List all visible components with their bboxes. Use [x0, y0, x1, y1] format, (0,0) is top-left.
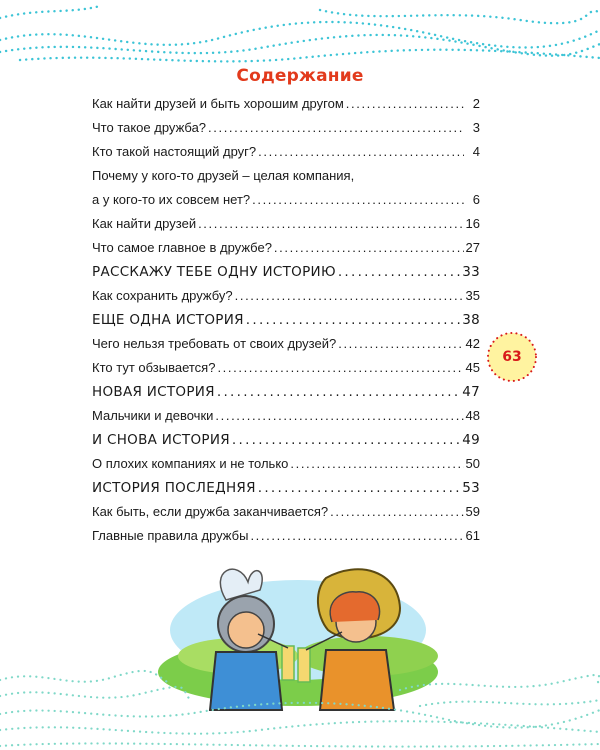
- toc-entry[interactable]: [92, 384, 480, 408]
- toc-entry-title: И СНОВА ИСТОРИЯ: [92, 432, 230, 448]
- toc-entry[interactable]: [92, 144, 480, 168]
- toc-entry-page: 38: [462, 312, 480, 328]
- toc-entry-title: Почему у кого-то друзей – целая компания,: [92, 168, 355, 183]
- toc-leader-dots: [330, 504, 463, 519]
- toc-leader-dots: [198, 216, 463, 231]
- toc-leader-dots: [290, 456, 463, 471]
- toc-entry-title: ИСТОРИЯ ПОСЛЕДНЯЯ: [92, 480, 256, 496]
- toc-entry[interactable]: [92, 312, 480, 336]
- toc-entry-page: 3: [472, 120, 480, 135]
- toc-leader-dots: [252, 192, 464, 207]
- toc-leader-dots: [346, 96, 464, 111]
- toc-entry-page: 53: [462, 480, 480, 496]
- toc-entry-page: 16: [465, 216, 480, 231]
- toc-leader-dots: [338, 264, 460, 280]
- toc-entry-title: О плохих компаниях и не только: [92, 456, 289, 471]
- toc-leader-dots: [217, 360, 463, 375]
- toc-entry-title: Как найти друзей: [92, 216, 197, 231]
- toc-entry[interactable]: [92, 216, 480, 240]
- toc-leader-dots: [246, 312, 460, 328]
- dotted-waves-top: [0, 0, 600, 70]
- toc-leader-dots: [217, 384, 460, 400]
- table-of-contents: [92, 96, 480, 552]
- toc-entry-title: Как быть, если дружба заканчивается?: [92, 504, 329, 519]
- toc-entry-title: Чего нельзя требовать от своих друзей?: [92, 336, 337, 351]
- toc-entry[interactable]: [92, 240, 480, 264]
- toc-entry-page: 59: [465, 504, 480, 519]
- toc-entry-title: НОВАЯ ИСТОРИЯ: [92, 384, 215, 400]
- toc-entry-page: 61: [465, 528, 480, 543]
- toc-entry-page: 2: [472, 96, 480, 111]
- toc-entry-title: РАССКАЖУ ТЕБЕ ОДНУ ИСТОРИЮ: [92, 264, 336, 280]
- toc-leader-dots: [232, 432, 460, 448]
- toc-entry[interactable]: [92, 456, 480, 480]
- toc-entry[interactable]: [92, 264, 480, 288]
- toc-leader-dots: [258, 144, 464, 159]
- toc-leader-dots: [274, 240, 464, 255]
- toc-entry[interactable]: [92, 504, 480, 528]
- toc-entry[interactable]: [92, 192, 480, 216]
- toc-entry[interactable]: [92, 360, 480, 384]
- toc-entry-page: 4: [472, 144, 480, 159]
- toc-entry-page: 6: [472, 192, 480, 207]
- toc-entry[interactable]: [92, 336, 480, 360]
- toc-leader-dots: [215, 408, 463, 423]
- toc-entry[interactable]: [92, 528, 480, 552]
- toc-entry-page: 27: [465, 240, 480, 255]
- toc-entry[interactable]: [92, 120, 480, 144]
- toc-entry-title: а у кого-то их совсем нет?: [92, 192, 251, 207]
- toc-entry[interactable]: [92, 168, 480, 192]
- toc-entry[interactable]: [92, 432, 480, 456]
- toc-entry-title: Мальчики и девочки: [92, 408, 214, 423]
- toc-entry-page: 50: [465, 456, 480, 471]
- toc-leader-dots: [250, 528, 463, 543]
- toc-entry-page: 48: [465, 408, 480, 423]
- toc-entry[interactable]: [92, 408, 480, 432]
- toc-leader-dots: [258, 480, 460, 496]
- toc-entry-page: 47: [462, 384, 480, 400]
- toc-entry[interactable]: [92, 96, 480, 120]
- toc-leader-dots: [208, 120, 464, 135]
- toc-entry-page: 35: [465, 288, 480, 303]
- toc-entry-title: ЕЩЕ ОДНА ИСТОРИЯ: [92, 312, 244, 328]
- toc-entry-title: Кто тут обзывается?: [92, 360, 216, 375]
- toc-entry-page: 42: [465, 336, 480, 351]
- toc-entry-title: Кто такой настоящий друг?: [92, 144, 257, 159]
- toc-entry-title: Как найти друзей и быть хорошим другом: [92, 96, 344, 111]
- dotted-waves-bottom: [0, 660, 600, 750]
- toc-entry-title: Что самое главное в дружбе?: [92, 240, 272, 255]
- toc-entry-title: Главные правила дружбы: [92, 528, 249, 543]
- toc-entry[interactable]: [92, 480, 480, 504]
- toc-leader-dots: [235, 288, 464, 303]
- toc-entry-title: Как сохранить дружбу?: [92, 288, 233, 303]
- page-number: 63: [502, 349, 522, 365]
- toc-entry-page: 49: [462, 432, 480, 448]
- toc-entry-page: 33: [462, 264, 480, 280]
- toc-entry-page: 45: [465, 360, 480, 375]
- toc-entry[interactable]: [92, 288, 480, 312]
- page-title: Содержание: [236, 66, 364, 86]
- toc-leader-dots: [338, 336, 463, 351]
- toc-entry-title: Что такое дружба?: [92, 120, 207, 135]
